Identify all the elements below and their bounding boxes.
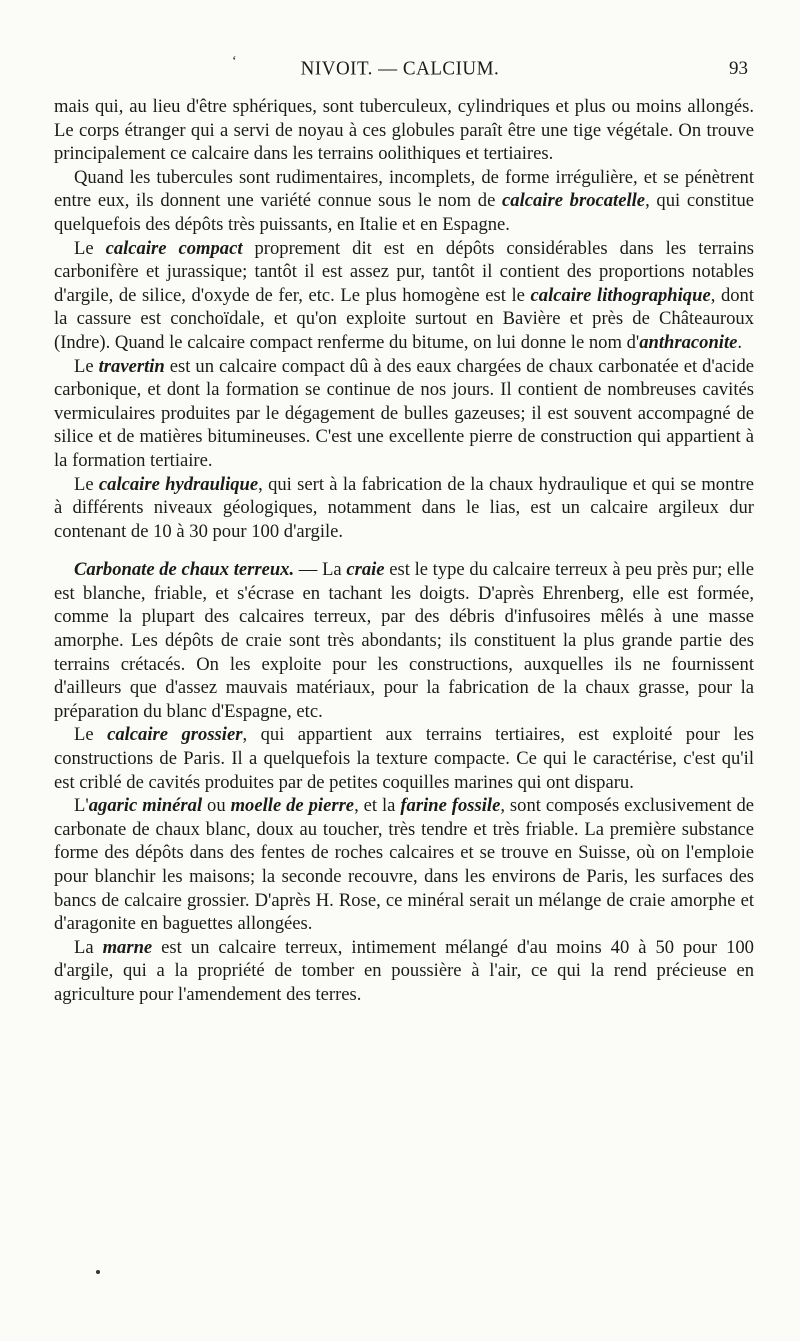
header-mark: ‘ <box>232 54 237 69</box>
paragraph-travertin: Le travertin est un calcaire compact dû à des eaux chargées de chaux carbonatée et d'acide carbonique, et dont la formation se continue de nos jours. Il contient de nombreuses cavités vermiculaires produites par le dégagement de bulles gazeuses; il est souvent accompagné de silice et de matières bitumineuses. C'est une excellente pierre de construction qui appartient à la formation tertiaire. <box>54 355 754 471</box>
running-header <box>0 54 800 88</box>
term-craie: craie <box>346 559 385 581</box>
paragraph-marne: La marne est un calcaire terreux, intimement mélangé d'au moins 40 à 50 pour 100 d'argile, qui a la propriété de tomber en poussière à l'air, ce qui la rend précieuse en agriculture pour l'amendement des terres. <box>54 936 754 1005</box>
term-calcaire-grossier: calcaire grossier <box>107 724 243 746</box>
body-text <box>54 95 754 1007</box>
term-calcaire-hydraulique: calcaire hydraulique <box>98 473 259 495</box>
term-calcaire-compact: calcaire compact <box>105 237 243 259</box>
paragraph-continuation: mais qui, au lieu d'être sphériques, sont tuberculeux, cylindriques et plus ou moins allongés. Le corps étranger qui a servi de noyau à ces globules paraît être une tige végétale. On trouve principalement ce calcaire dans les terrains oolithiques et tertiaires. <box>54 96 754 165</box>
page-number: 93 <box>729 58 748 79</box>
paragraph-calcaire-compact: Le calcaire compact proprement dit est en dépôts considérables dans les terrains carbonifère et jurassique; tantôt il est assez pur, tantôt il contient des proportions notables d'argile, de silice, d'oxyde de fer, etc. Le plus homogène est le calcaire lithographique, dont la cassure est conchoïdale, et qu'on exploite surtout en Bavière et près de Châteauroux (Indre). Quand le calcaire compact renferme du bitume, on lui donne le nom d'anthraconite. <box>54 237 755 353</box>
running-title: NIVOIT. — CALCIUM. <box>300 57 500 80</box>
term-marne: marne <box>102 936 153 958</box>
term-travertin: travertin <box>98 355 165 377</box>
term-farine-fossile: farine fossile <box>400 795 501 817</box>
paragraph-carbonate-terreux: Carbonate de chaux terreux. — La craie est le type du calcaire terreux à peu près pur; elle est blanche, friable, et s'écrase en tachant les doigts. D'après Ehrenberg, elle est formée, comme la plupart des calcaires terreux, par des débris d'infusoires mêlés à une masse amorphe. Les dépôts de craie sont très abondants; ils constituent la plus grande partie des terrains crétacés. On les exploite pour les constructions, auxquelles ils ne fournissent d'ailleurs que d'assez mauvais matériaux, pour la fabrication de la chaux grasse, pour la préparation du blanc d'Espagne, etc. <box>54 559 754 722</box>
term-moelle-de-pierre: moelle de pierre <box>230 795 355 817</box>
paragraph-calcaire-hydraulique: Le calcaire hydraulique, qui sert à la fabrication de la chaux hydraulique et qui se montre à différents niveaux géologiques, notamment dans le lias, est un calcaire argileux dur contenant de 10 à 30 pour 100 d'argile. <box>54 473 755 542</box>
term-calcaire-lithographique: calcaire lithographique <box>530 284 711 306</box>
paragraph-calcaire-grossier: Le calcaire grossier, qui appartient aux terrains tertiaires, est exploité pour les constructions de Paris. Il a quelquefois la texture compacte. Ce qui le caractérise, c'est qu'il est criblé de cavités produites par de petites coquilles marines qui ont disparu. <box>54 724 755 793</box>
paragraph-agaric-mineral: L'agaric minéral ou moelle de pierre, et la farine fossile, sont composés exclusivement de carbonate de chaux blanc, doux au toucher, très tendre et très friable. La première substance forme des dépôts dans des fentes de roches calcaires et se trouve en Suisse, où on l'emploie pour blanchir les maisons; la seconde recouvre, dans les environs de Paris, les surfaces des bancs de calcaire grossier. D'après H. Rose, ce minéral serait un mélange de craie amorphe et d'aragonite en baguettes allongées. <box>54 795 754 935</box>
term-agaric-mineral: agaric minéral <box>88 795 203 817</box>
section-heading: Carbonate de chaux terreux. <box>74 559 295 581</box>
term-calcaire-brocatelle: calcaire brocatelle <box>502 190 646 212</box>
ink-speck <box>96 1270 100 1274</box>
term-anthraconite: anthraconite <box>639 331 738 353</box>
paragraph-calcaire-brocatelle: Quand les tubercules sont rudimentaires, incomplets, de forme irrégulière, et se pénètrent entre eux, ils donnent une variété connue sous le nom de calcaire brocatelle, qui constitue quelquefois des dépôts très puissants, en Italie et en Espagne. <box>54 166 755 235</box>
